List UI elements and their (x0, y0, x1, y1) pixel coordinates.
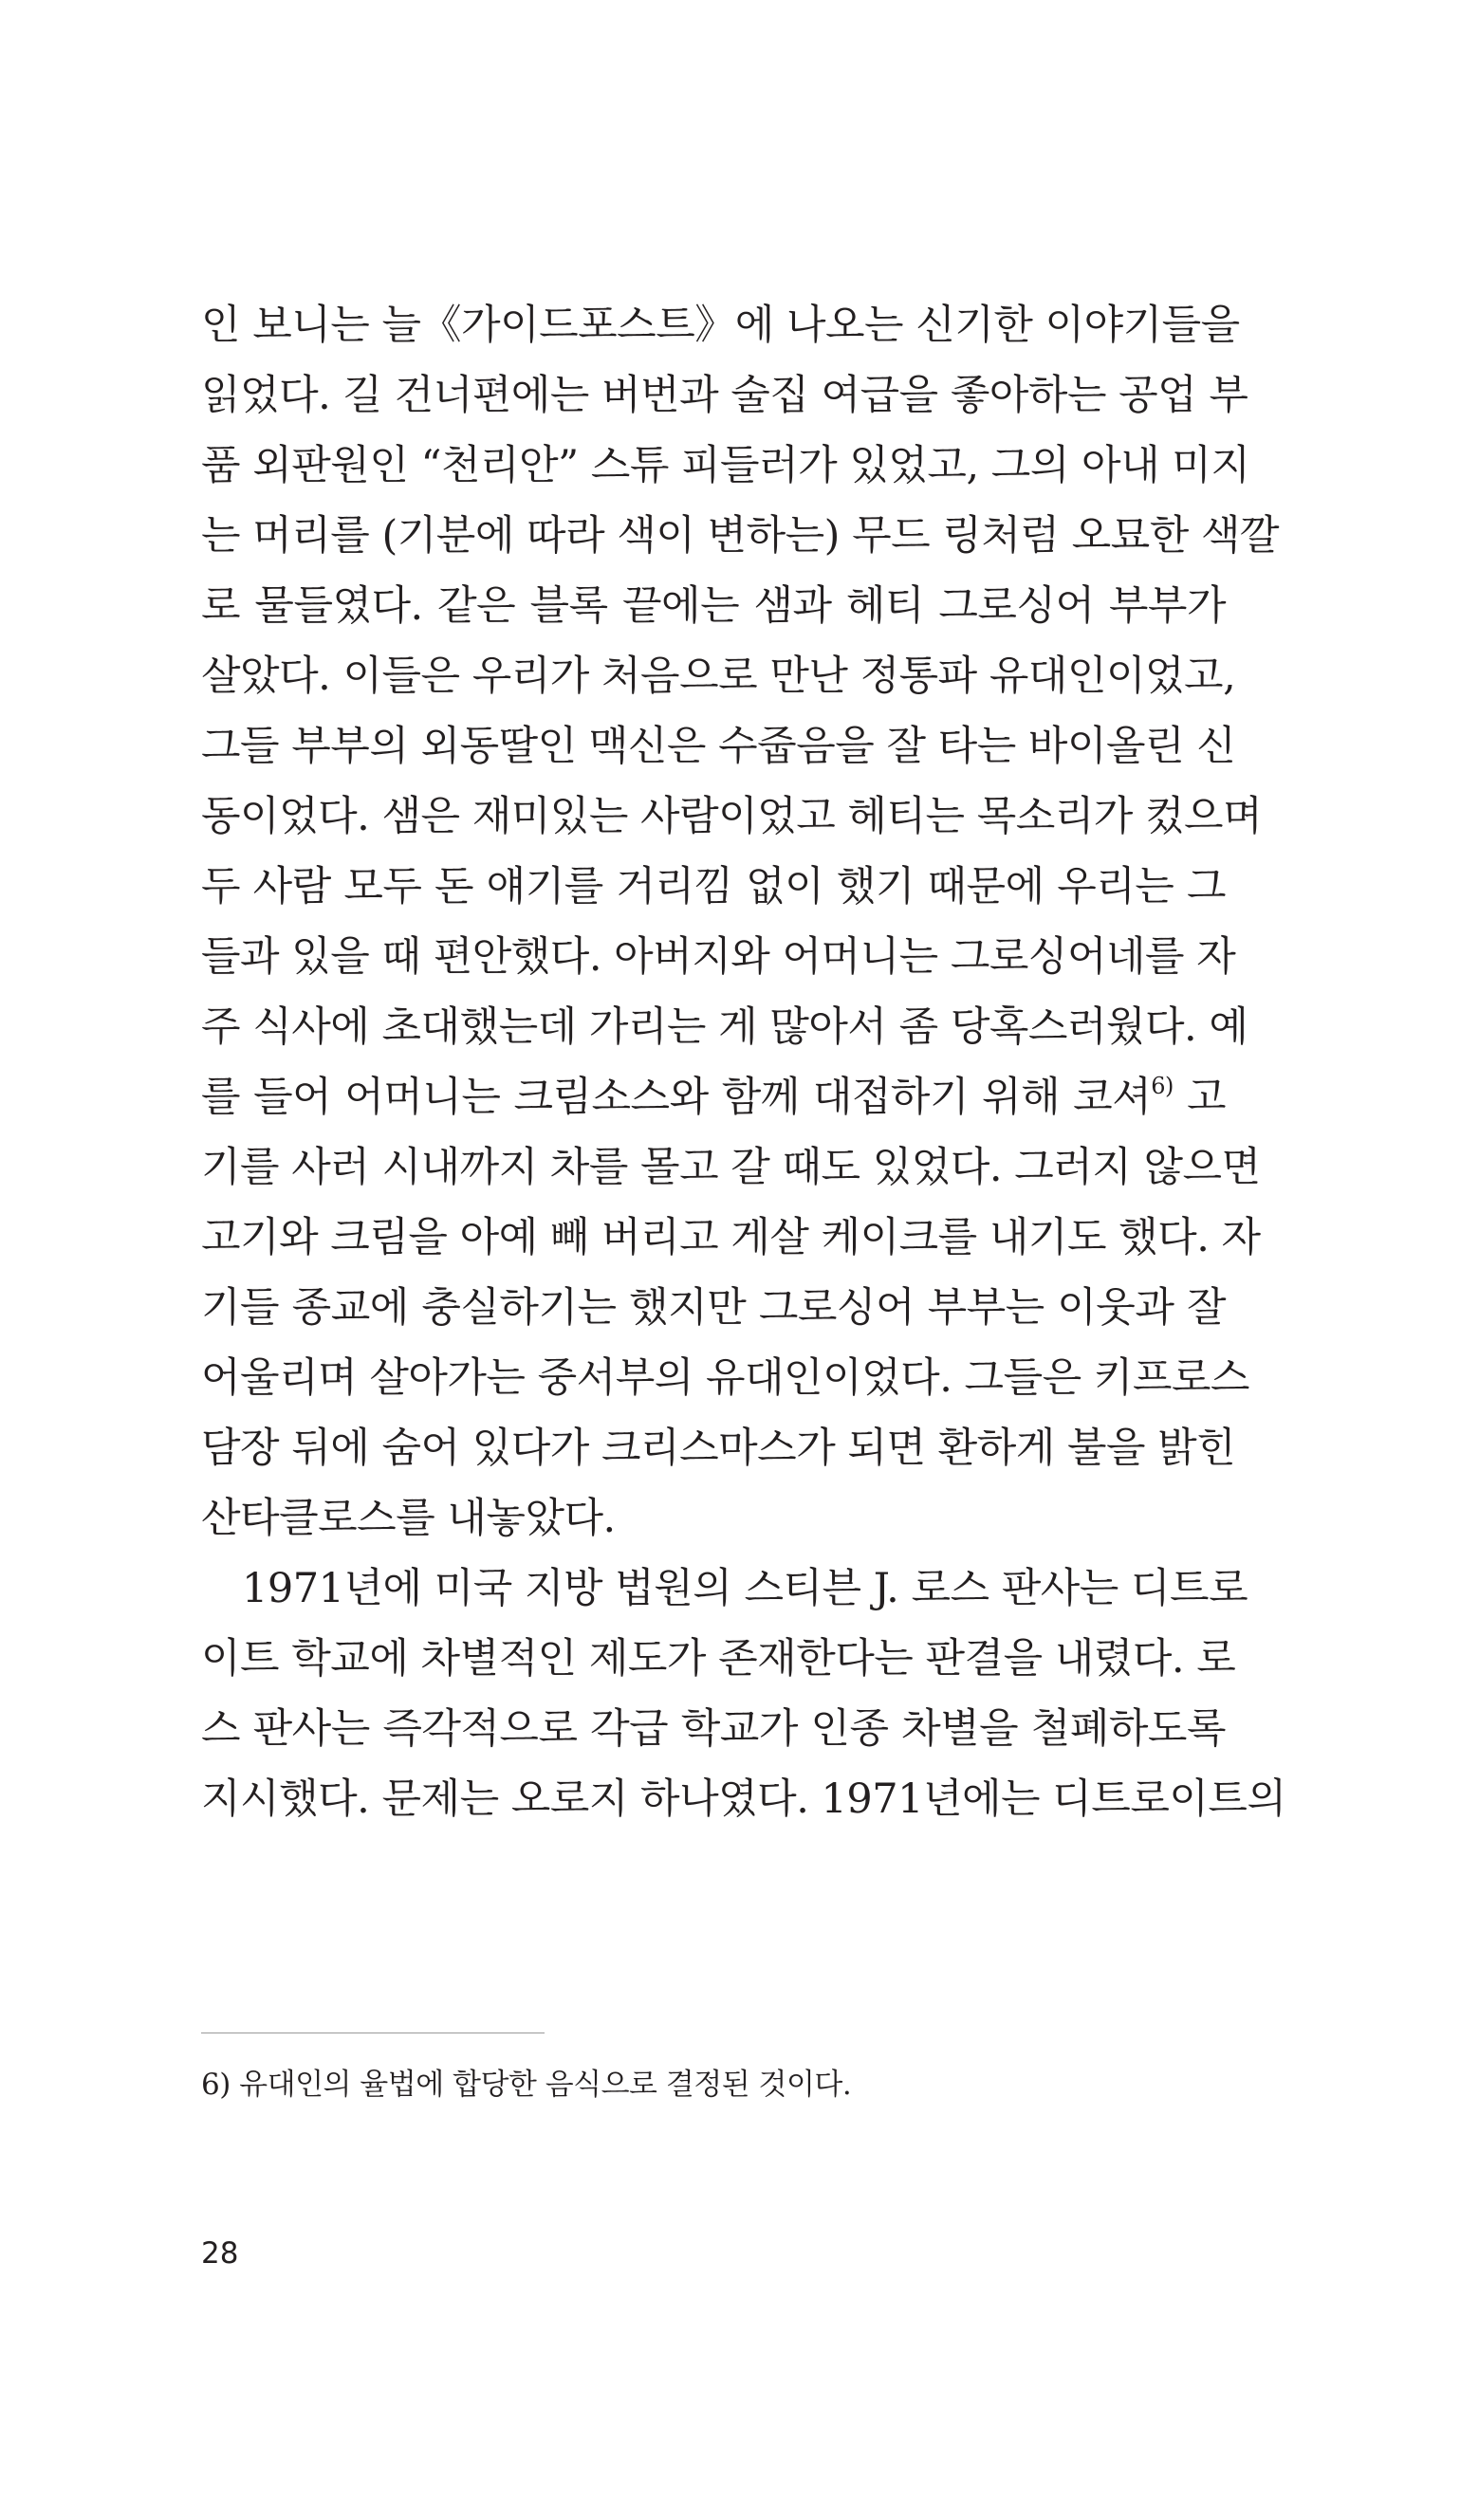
text-line: 인 보니는 늘《가이드포스트》에 나오는 신기한 이야기들을 (201, 302, 1240, 349)
text-line: 기들 종교에 충실하기는 했지만 그로싱어 부부는 이웃과 잘 (201, 1284, 1226, 1332)
text-line: 그들 부부의 외동딸인 맥신은 수줍음을 잘 타는 바이올린 신 (201, 723, 1236, 770)
text-line: 담장 뒤에 숨어 있다가 크리스마스가 되면 환하게 불을 밝힌 (201, 1425, 1236, 1472)
text-line-with-footnote (201, 1062, 1226, 1132)
text-line: 두 사람 모두 돈 얘기를 거리낌 없이 했기 때문에 우리는 그 (201, 863, 1226, 911)
body-text (201, 290, 1286, 1834)
text-line-segment: 고 (1173, 1074, 1226, 1121)
page-number: 28 (201, 2236, 239, 2271)
text-line: 스 판사는 즉각적으로 각급 학교가 인종 차별을 철폐하도록 (201, 1705, 1226, 1753)
text-line: 기를 사러 시내까지 차를 몰고 갈 때도 있었다. 그러지 않으면 (201, 1144, 1261, 1191)
paragraph-last-line: 산타클로스를 내놓았다. (201, 1495, 616, 1542)
text-line: 어울리며 살아가는 중서부의 유대인이었다. 그들은 키프로스 (201, 1354, 1249, 1402)
footnote-marker: 6) (1151, 1073, 1174, 1099)
text-line: 지시했다. 문제는 오로지 하나였다. 1971년에는 디트로이트의 (201, 1775, 1286, 1823)
text-line: 고기와 크림을 아예 빼 버리고 게살 케이크를 내기도 했다. 자 (201, 1214, 1261, 1261)
paragraph-first-line: 1971년에 미국 지방 법원의 스티븐 J. 로스 판사는 디트로 (242, 1565, 1248, 1612)
text-line: 품 외판원인 “천리안” 스튜 피들러가 있었고, 그의 아내 미지 (201, 442, 1250, 489)
text-line: 동이었다. 샘은 재미있는 사람이었고 헤티는 목소리가 컸으며 (201, 793, 1263, 840)
text-line: 주 식사에 초대했는데 가리는 게 많아서 좀 당혹스러웠다. 예 (201, 1003, 1248, 1051)
text-line: 읽었다. 길 건너편에는 버번과 술집 여급을 좋아하는 공업 부 (201, 372, 1248, 419)
text-line: 는 머리를 (기분에 따라 색이 변하는) 무드 링처럼 오묘한 색깔 (201, 512, 1279, 560)
footnote: 6) 유대인의 율법에 합당한 음식으로 결정된 것이다. (201, 2068, 852, 2102)
text-line: 이트 학교에 차별적인 제도가 존재한다는 판결을 내렸다. 로 (201, 1635, 1236, 1683)
text-line-segment: 를 들어 어머니는 크림소스와 함께 대접하기 위해 코셔 (201, 1074, 1152, 1121)
text-line: 들과 있을 때 편안했다. 아버지와 어머니는 그로싱어네를 자 (201, 933, 1236, 981)
text-line: 살았다. 이들은 우리가 처음으로 만난 정통파 유대인이었고, (201, 653, 1236, 700)
text-line: 로 물들였다. 같은 블록 끝에는 샘과 헤티 그로싱어 부부가 (201, 582, 1226, 630)
